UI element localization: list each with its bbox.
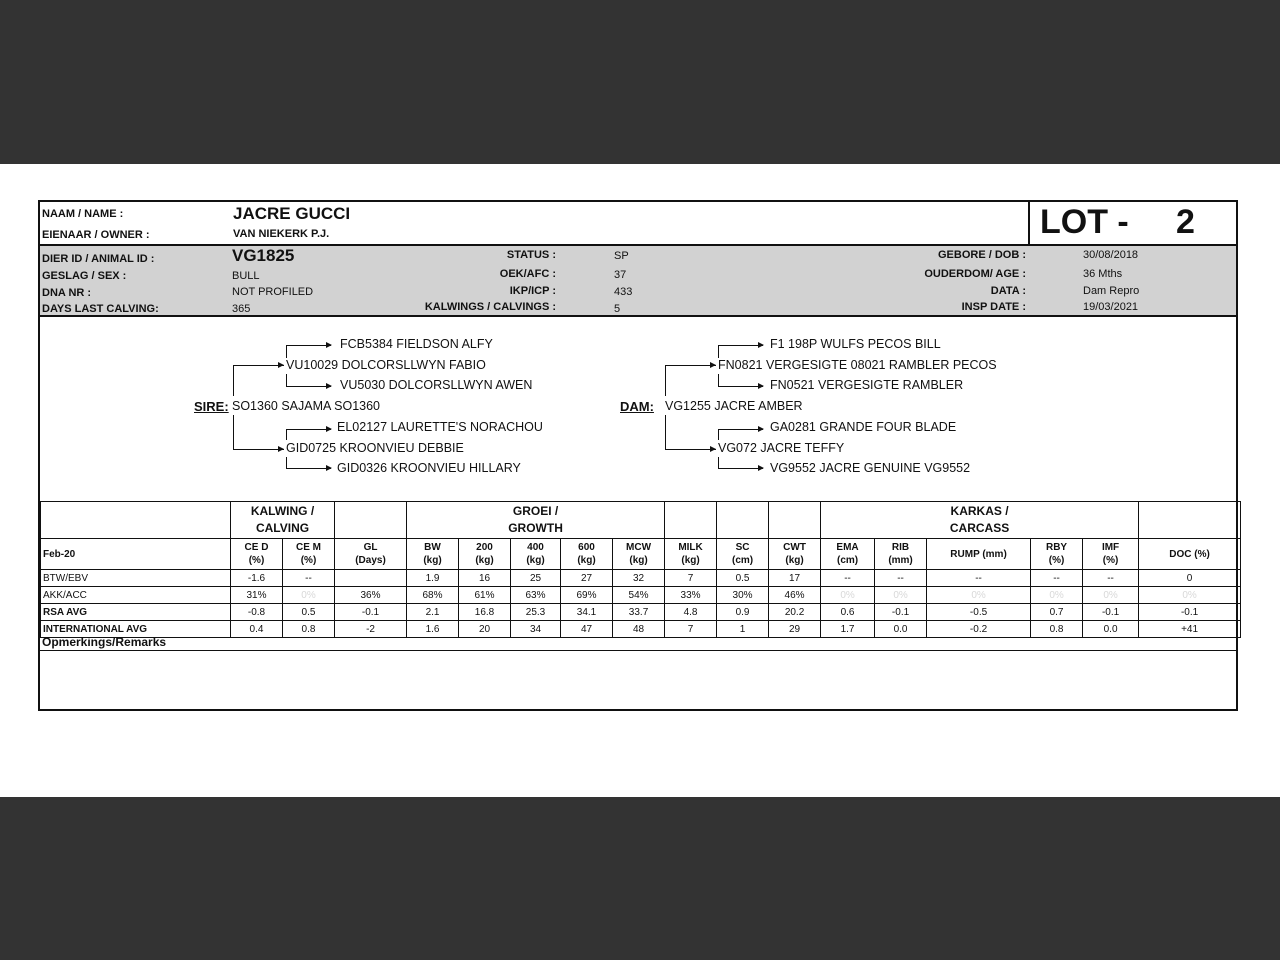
sire-upper-connector	[233, 365, 284, 396]
col-rib: RIB (mm)	[875, 539, 927, 570]
dd-sire-connector	[718, 429, 763, 440]
cell: -0.8	[231, 604, 283, 621]
cell: --	[821, 570, 875, 587]
lot-number: 2	[1176, 203, 1195, 241]
dam-upper-connector	[665, 365, 716, 396]
lot-divider	[1028, 202, 1030, 244]
cell: 20.2	[769, 604, 821, 621]
arrow-head	[758, 342, 764, 348]
cell: --	[875, 570, 927, 587]
col-doc: DOC (%)	[1139, 539, 1241, 570]
cell: 0%	[1139, 587, 1241, 604]
cell: -0.1	[1083, 604, 1139, 621]
cell: --	[1083, 570, 1139, 587]
icp-label: IKP/ICP :	[509, 285, 556, 297]
cell: 0%	[283, 587, 335, 604]
dob-value: 30/08/2018	[1083, 249, 1139, 261]
cell: 33.7	[613, 604, 665, 621]
dna-label: DNA NR :	[42, 287, 92, 299]
cell: 17	[769, 570, 821, 587]
animal-name: JACRE GUCCI	[233, 204, 351, 223]
owner-label: EIENAAR / OWNER :	[42, 229, 150, 241]
ss-sire-connector	[286, 345, 331, 358]
days-last-calving-value: 365	[232, 303, 251, 315]
cell: --	[1031, 570, 1083, 587]
group-empty	[769, 502, 821, 539]
group-empty	[717, 502, 769, 539]
col-cem: CE M (%)	[283, 539, 335, 570]
col-mcw: MCW (kg)	[613, 539, 665, 570]
afc-value: 37	[614, 269, 627, 281]
cell: 1.6	[407, 621, 459, 638]
arrow-head	[326, 342, 332, 348]
ebv-table	[40, 501, 1241, 638]
cell: -0.1	[335, 604, 407, 621]
sd-dam-connector	[286, 457, 331, 469]
document-page	[0, 164, 1280, 797]
col-bw: BW (kg)	[407, 539, 459, 570]
arrow-head	[758, 465, 764, 471]
group-carcass: KARKAS / CARCASS	[821, 502, 1139, 539]
arrow-head	[278, 446, 284, 452]
cell: 63%	[511, 587, 561, 604]
group-header-row	[41, 502, 1241, 539]
cell: +41	[1139, 621, 1241, 638]
arrow-head	[758, 383, 764, 389]
arrow-head	[710, 362, 716, 368]
cell: 0.0	[1083, 621, 1139, 638]
cell: 33%	[665, 587, 717, 604]
cell: 25	[511, 570, 561, 587]
cell	[335, 570, 407, 587]
name-label: NAAM / NAME :	[42, 208, 124, 220]
cell: 46%	[769, 587, 821, 604]
cell: --	[283, 570, 335, 587]
sire-label: SIRE:	[194, 399, 229, 414]
cell: 0%	[1083, 587, 1139, 604]
cell: 7	[665, 621, 717, 638]
cell: 1.9	[407, 570, 459, 587]
cell: 1	[717, 621, 769, 638]
cell: 47	[561, 621, 613, 638]
col-200: 200 (kg)	[459, 539, 511, 570]
cell: 0.0	[875, 621, 927, 638]
age-label: OUDERDOM/ AGE :	[924, 268, 1026, 280]
cell: 61%	[459, 587, 511, 604]
cell: 7	[665, 570, 717, 587]
row-ebv	[41, 570, 1241, 587]
col-sc: SC (cm)	[717, 539, 769, 570]
row-acc	[41, 587, 1241, 604]
row-rsa-avg	[41, 604, 1241, 621]
cell: 0.5	[283, 604, 335, 621]
ds-sire-connector	[718, 345, 763, 358]
cell: 0	[1139, 570, 1241, 587]
col-ced: CE D (%)	[231, 539, 283, 570]
sire: SO1360 SAJAMA SO1360	[232, 399, 381, 413]
row-label: RSA AVG	[41, 604, 231, 621]
dam-dam-dam: VG9552 JACRE GENUINE VG9552	[770, 461, 971, 475]
lot-sheet	[38, 200, 1238, 711]
calvings-label: KALWINGS / CALVINGS :	[424, 301, 556, 313]
row-label: BTW/EBV	[41, 570, 231, 587]
cell: -0.1	[875, 604, 927, 621]
dam-dam: VG072 JACRE TEFFY	[718, 441, 845, 455]
cell: 69%	[561, 587, 613, 604]
arrow-head	[326, 465, 332, 471]
col-gl: GL (Days)	[335, 539, 407, 570]
group-calving: KALWING / CALVING	[231, 502, 335, 539]
cell: 0.5	[717, 570, 769, 587]
animal-id-value: VG1825	[232, 246, 295, 265]
age-value: 36 Mths	[1083, 268, 1123, 280]
col-rby: RBY (%)	[1031, 539, 1083, 570]
arrow-head	[710, 446, 716, 452]
afc-label: OEK/AFC :	[499, 268, 556, 280]
cell: 32	[613, 570, 665, 587]
group-empty	[665, 502, 717, 539]
group-empty	[41, 502, 231, 539]
cell: 0.9	[717, 604, 769, 621]
ds-dam-connector	[718, 374, 763, 387]
cell: 4.8	[665, 604, 717, 621]
sire-dam-sire: EL02127 LAURETTE'S NORACHOU	[337, 420, 543, 434]
sire-sire-sire: FCB5384 FIELDSON ALFY	[340, 337, 493, 351]
cell: -0.2	[927, 621, 1031, 638]
cell: 29	[769, 621, 821, 638]
cell: 16	[459, 570, 511, 587]
days-last-calving-label: DAYS LAST CALVING:	[42, 303, 159, 315]
sire-dam: GID0725 KROONVIEU DEBBIE	[286, 441, 464, 455]
arrow-head	[326, 383, 332, 389]
cell: -0.1	[1139, 604, 1241, 621]
status-label: STATUS :	[506, 249, 556, 261]
cell: -2	[335, 621, 407, 638]
dam-sire: FN0821 VERGESIGTE 08021 RAMBLER PECOS	[718, 358, 997, 372]
col-ema: EMA (cm)	[821, 539, 875, 570]
cell: 68%	[407, 587, 459, 604]
cell: 48	[613, 621, 665, 638]
details-band	[40, 244, 1236, 317]
arrow-head	[278, 362, 284, 368]
animal-id-label: DIER ID / ANIMAL ID :	[42, 253, 155, 265]
period-label: Feb-20	[41, 539, 231, 570]
dam-dam-sire: GA0281 GRANDE FOUR BLADE	[770, 420, 957, 434]
calvings-value: 5	[614, 303, 621, 315]
status-value: SP	[614, 250, 629, 262]
cell: 20	[459, 621, 511, 638]
cell: -1.6	[231, 570, 283, 587]
lot-label: LOT -	[1040, 203, 1129, 241]
col-cwt: CWT (kg)	[769, 539, 821, 570]
dna-value: NOT PROFILED	[232, 286, 314, 298]
cell: 0%	[875, 587, 927, 604]
insp-date-label: INSP DATE :	[961, 301, 1026, 313]
cell: -0.5	[927, 604, 1031, 621]
cell: --	[927, 570, 1031, 587]
cell: 2.1	[407, 604, 459, 621]
dam: VG1255 JACRE AMBER	[665, 399, 803, 413]
cell: 0%	[927, 587, 1031, 604]
ss-dam-connector	[286, 374, 331, 387]
dam-lower-connector	[665, 415, 716, 450]
cell: 0%	[1031, 587, 1083, 604]
column-header-row	[41, 539, 1241, 570]
row-label: INTERNATIONAL AVG	[41, 621, 231, 638]
sex-label: GESLAG / SEX :	[42, 270, 127, 282]
remarks-label: Opmerkings/Remarks	[40, 633, 1236, 651]
cell: 34	[511, 621, 561, 638]
col-rump: RUMP (mm)	[927, 539, 1031, 570]
col-400: 400 (kg)	[511, 539, 561, 570]
data-value: Dam Repro	[1083, 285, 1140, 297]
cell: 0.8	[283, 621, 335, 638]
dam-sire-sire: F1 198P WULFS PECOS BILL	[770, 337, 941, 351]
group-empty	[335, 502, 407, 539]
cell: 0.6	[821, 604, 875, 621]
data-label: DATA :	[990, 285, 1026, 297]
dam-label: DAM:	[620, 399, 654, 414]
cell: 0.8	[1031, 621, 1083, 638]
dd-dam-connector	[718, 457, 763, 469]
sire-sire: VU10029 DOLCORSLLWYN FABIO	[286, 358, 486, 372]
arrow-head	[326, 426, 332, 432]
col-milk: MILK (kg)	[665, 539, 717, 570]
col-imf: IMF (%)	[1083, 539, 1139, 570]
group-empty	[1139, 502, 1241, 539]
sex-value: BULL	[232, 270, 260, 282]
cell: 34.1	[561, 604, 613, 621]
cell: 0.7	[1031, 604, 1083, 621]
arrow-head	[758, 426, 764, 432]
sd-sire-connector	[286, 429, 331, 440]
cell: 54%	[613, 587, 665, 604]
dam-sire-dam: FN0521 VERGESIGTE RAMBLER	[770, 378, 964, 392]
cell: 30%	[717, 587, 769, 604]
cell: 0.4	[231, 621, 283, 638]
sire-sire-dam: VU5030 DOLCORSLLWYN AWEN	[340, 378, 533, 392]
cell: 25.3	[511, 604, 561, 621]
owner-value: VAN NIEKERK P.J.	[233, 228, 330, 240]
insp-date-value: 19/03/2021	[1083, 301, 1139, 313]
sire-dam-dam: GID0326 KROONVIEU HILLARY	[337, 461, 521, 475]
dob-label: GEBORE / DOB :	[937, 249, 1026, 261]
cell: 36%	[335, 587, 407, 604]
row-label: AKK/ACC	[41, 587, 231, 604]
icp-value: 433	[614, 286, 633, 298]
cell: 27	[561, 570, 613, 587]
group-growth: GROEI / GROWTH	[407, 502, 665, 539]
cell: 0%	[821, 587, 875, 604]
cell: 31%	[231, 587, 283, 604]
sire-lower-connector	[233, 415, 284, 450]
col-600: 600 (kg)	[561, 539, 613, 570]
cell: 1.7	[821, 621, 875, 638]
cell: 16.8	[459, 604, 511, 621]
